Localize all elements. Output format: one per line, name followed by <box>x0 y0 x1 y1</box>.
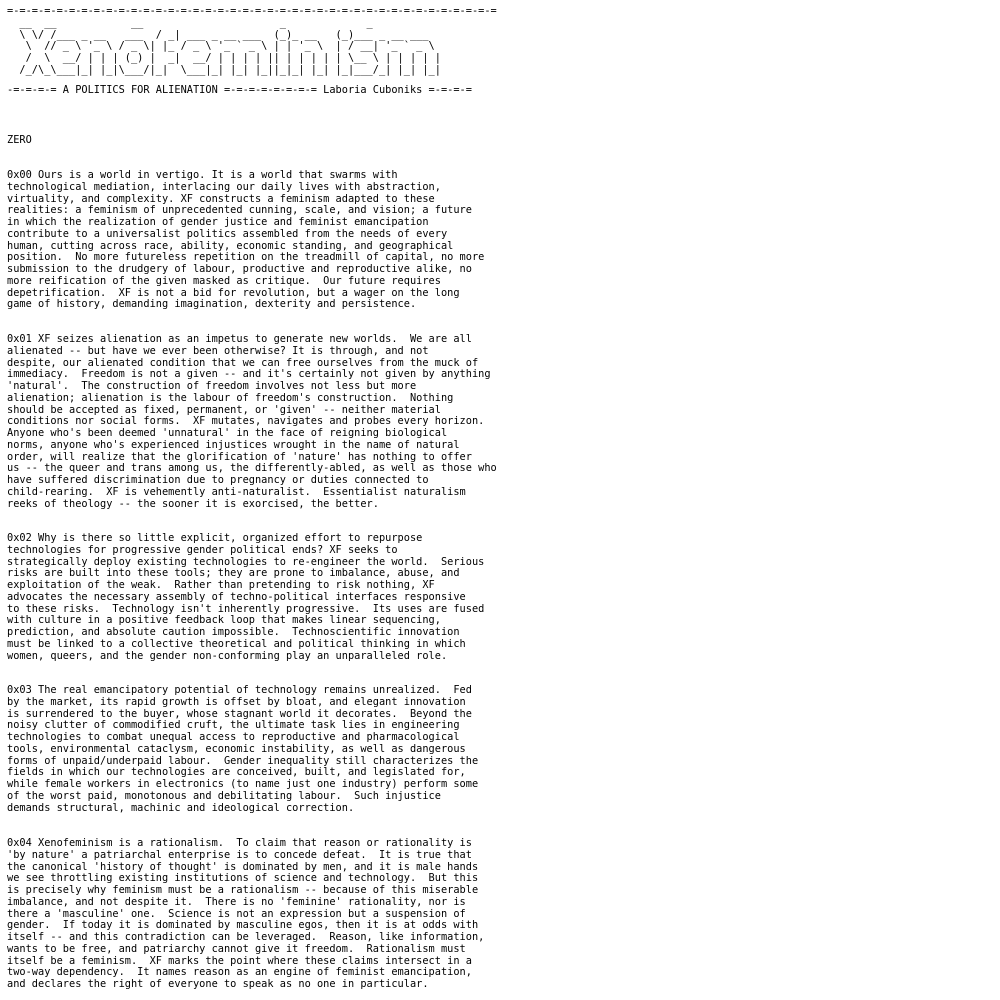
header-tagline: -=-=-=-= A POLITICS FOR ALIENATION =-=-=-=-=-=-=-= Laboria Cuboniks =-=-=-= <box>7 83 472 96</box>
section-heading: ZERO <box>7 134 32 146</box>
document-header <box>7 6 497 96</box>
paragraph-0x00: 0x00 Ours is a world in vertigo. It is a world that swarms with technological mediation, interlacing our daily lives with abstraction, virtuality, and complexity. XF constructs a feminism adapted to these realities: a feminism of unprecedented cunning, scale, and vision; a future in which the realization of gender justice and feminist emancipation contribute to a universalist politics assembled from the needs of every human, cutting across race, ability, economic standing, and geographical position. No more futureless repetition on the treadmill of capital, no more submission to the drudgery of labour, productive and reproductive alike, no more reification of the given masked as critique. Our future requires depetrification. XF is not a bid for revolution, but a wager on the long game of history, demanding imagination, dexterity and persistence. <box>7 169 485 311</box>
paragraph-0x04: 0x04 Xenofeminism is a rationalism. To claim that reason or rationality is 'by nature' a patriarchal enterprise is to concede defeat. It is true that the canonical 'history of thought' is dominated by men, and it is male hands we see throttling existing institutions of science and technology. But this is precisely why feminism must be a rationalism -- because of this miserable imbalance, and not despite it. There is no 'feminine' rationality, nor is there a 'masculine' one. Science is not an expression but a suspension of gender. If today it is dominated by masculine egos, then it is at odds with itself -- and this contradiction can be leveraged. Reason, like information, wants to be free, and patriarchy cannot give it freedom. Rationalism must itself be a feminism. XF marks the point where these claims intersect in a two-way dependency. It names reason as an engine of feminist emancipation, and declares the right of everyone to speak as no one in particular. <box>7 837 485 990</box>
ascii-logo-xenofeminism: __ __ __ _ _ \ \/ /___ _ __ ___ / _| ___ _ __ ___ (_)_ __ (_)___ _ __ ___ \ // _ \ '_ \ / _ \| |_ / _ \ '_ ` _ \ | | '_ \ | / __| '_ ` _ \ / \ __/ | | | (_) | _| __/ | | | | || | | | | | \__ \ | | | | | /_/\_\___|_| |_|\___/|_| \___|_| |_| |_||_|_| |_| |_|___/_| |_| |_| <box>19 16 441 76</box>
paragraph-0x03: 0x03 The real emancipatory potential of technology remains unrealized. Fed by the market, its rapid growth is offset by bloat, and elegant innovation is surrendered to the buyer, whose stagnant world it decorates. Beyond the noisy clutter of commodified cruft, the ultimate task lies in engineering technologies to combat unequal access to reproductive and pharmacological tools, environmental cataclysm, economic instability, as well as dangerous forms of unpaid/underpaid labour. Gender inequality still characterizes the fields in which our technologies are conceived, built, and legislated for, while female workers in electronics (to name just one industry) perform some of the worst paid, monotonous and debilitating labour. Such injustice demands structural, machinic and ideological correction. <box>7 684 479 814</box>
header-rule-top: =-=-=-=-=-=-=-=-=-=-=-=-=-=-=-=-=-=-=-=-=-=-=-=-=-=-=-=-=-=-=-=-=-=-=-=-=-=-=-= <box>7 5 497 17</box>
paragraph-0x02: 0x02 Why is there so little explicit, organized effort to repurpose technologies for progressive gender political ends? XF seeks to strategically deploy existing technologies to re-engineer the world. Serious risks are built into these tools; they are prone to imbalance, abuse, and exploitation of the weak. Rather than pretending to risk nothing, XF advocates the necessary assembly of techno-political interfaces responsive to these risks. Technology isn't inherently progressive. Its uses are fused with culture in a positive feedback loop that makes linear sequencing, prediction, and absolute caution impossible. Technoscientific innovation must be linked to a collective theoretical and political thinking in which women, queers, and the gender non-conforming play an unparalleled role. <box>7 532 485 662</box>
paragraph-0x01: 0x01 XF seizes alienation as an impetus to generate new worlds. We are all alienated -- but have we ever been otherwise? It is through, and not despite, our alienated condition that we can free ourselves from the muck of immediacy. Freedom is not a given -- and it's certainly not given by anything 'natural'. The construction of freedom involves not less but more alienation; alienation is the labour of freedom's construction. Nothing should be accepted as fixed, permanent, or 'given' -- neither material conditions nor social forms. XF mutates, navigates and probes every horizon. Anyone who's been deemed 'unnatural' in the face of reigning biological norms, anyone who's experienced injustices wrought in the name of natural order, will realize that the glorification of 'nature' has nothing to offer us -- the queer and trans among us, the differently-abled, as well as those who have suffered discrimination due to pregnancy or duties connected to child-rearing. XF is vehemently anti-naturalist. Essentialist naturalism reeks of theology -- the sooner it is exorcised, the better. <box>7 333 497 510</box>
